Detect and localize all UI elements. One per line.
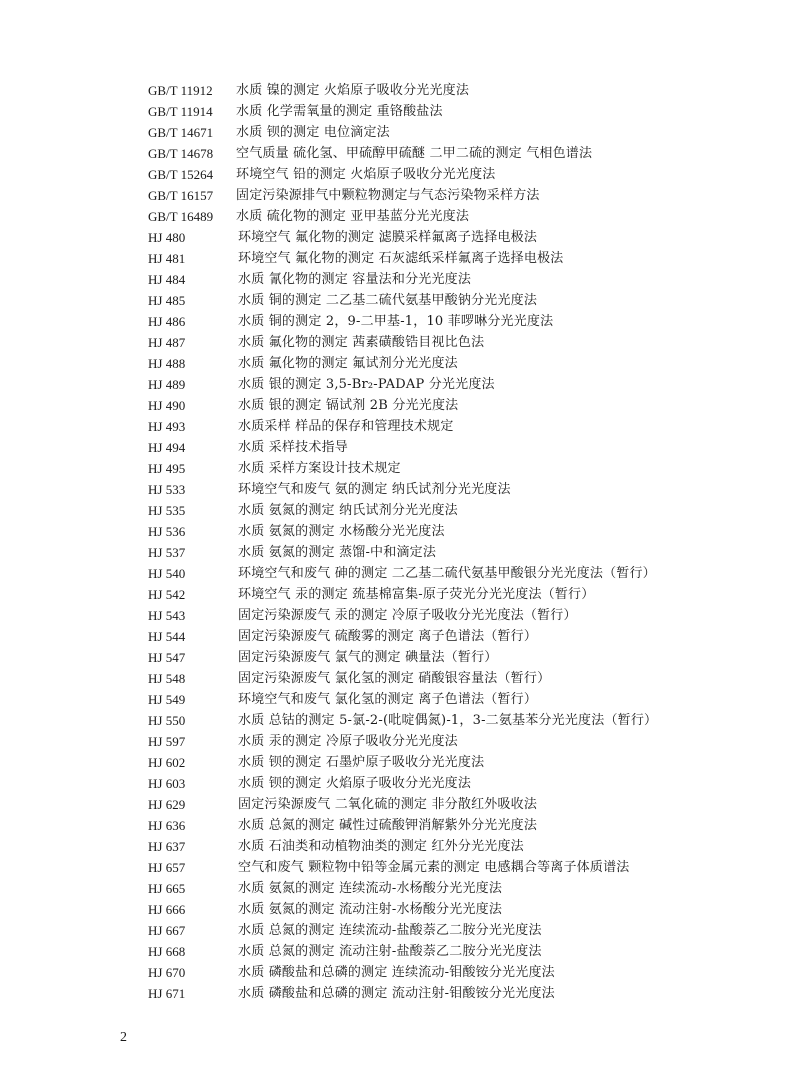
standard-row bbox=[148, 542, 748, 563]
page-number: 2 bbox=[120, 1030, 127, 1045]
standard-title: 固定污染源废气 氯化氢的测定 硝酸银容量法（暂行） bbox=[238, 671, 551, 686]
standard-row bbox=[148, 983, 748, 1004]
standard-row bbox=[148, 500, 748, 521]
standard-title: 水质 银的测定 镉试剂 2B 分光光度法 bbox=[238, 398, 459, 413]
standard-row bbox=[148, 248, 748, 269]
standard-row bbox=[148, 794, 748, 815]
standard-code: HJ 668 bbox=[148, 944, 186, 959]
standard-row bbox=[148, 752, 748, 773]
standard-row bbox=[148, 626, 748, 647]
standard-row bbox=[148, 941, 748, 962]
standard-title: 水质 钡的测定 火焰原子吸收分光光度法 bbox=[238, 776, 472, 791]
standard-title: 水质 氰化物的测定 容量法和分光光度法 bbox=[238, 272, 472, 287]
standard-code: HJ 666 bbox=[148, 902, 186, 917]
standard-code: HJ 535 bbox=[148, 503, 186, 518]
standard-title: 水质 石油类和动植物油类的测定 红外分光光度法 bbox=[238, 839, 524, 854]
standard-code: HJ 636 bbox=[148, 818, 186, 833]
standard-code: GB/T 15264 bbox=[148, 167, 214, 182]
standard-title: 水质 采样方案设计技术规定 bbox=[238, 461, 401, 476]
standard-row bbox=[148, 269, 748, 290]
standard-title: 水质 磷酸盐和总磷的测定 连续流动-钼酸铵分光光度法 bbox=[238, 965, 555, 980]
standard-code: HJ 667 bbox=[148, 923, 186, 938]
standard-row bbox=[148, 101, 748, 122]
standard-row bbox=[148, 605, 748, 626]
standard-title: 水质 采样技术指导 bbox=[238, 440, 348, 455]
standard-code: HJ 657 bbox=[148, 860, 186, 875]
standard-code: HJ 665 bbox=[148, 881, 186, 896]
standard-row bbox=[148, 689, 748, 710]
standard-code: HJ 671 bbox=[148, 986, 186, 1001]
standard-title: 固定污染源排气中颗粒物测定与气态污染物采样方法 bbox=[236, 188, 540, 203]
standard-row bbox=[148, 899, 748, 920]
standard-code: HJ 547 bbox=[148, 650, 186, 665]
standard-row bbox=[148, 80, 748, 101]
standard-row bbox=[148, 164, 748, 185]
standard-code: HJ 543 bbox=[148, 608, 186, 623]
standard-row bbox=[148, 332, 748, 353]
standard-code: HJ 602 bbox=[148, 755, 186, 770]
standard-title: 水质 总钴的测定 5-氯-2-(吡啶偶氮)-1，3-二氨基苯分光光度法（暂行） bbox=[238, 713, 658, 728]
standard-row bbox=[148, 563, 748, 584]
standard-title: 水质 银的测定 3,5-Br₂-PADAP 分光光度法 bbox=[238, 377, 495, 392]
standard-title: 环境空气 氟化物的测定 石灰滤纸采样氟离子选择电极法 bbox=[238, 251, 564, 266]
standard-row bbox=[148, 857, 748, 878]
standard-code: GB/T 16157 bbox=[148, 188, 214, 203]
standard-code: HJ 493 bbox=[148, 419, 186, 434]
standard-row bbox=[148, 815, 748, 836]
standard-code: HJ 597 bbox=[148, 734, 186, 749]
standard-code: HJ 486 bbox=[148, 314, 186, 329]
standard-code: HJ 487 bbox=[148, 335, 186, 350]
standard-row bbox=[148, 584, 748, 605]
standard-row bbox=[148, 185, 748, 206]
standard-title: 环境空气 氟化物的测定 滤膜采样氟离子选择电极法 bbox=[238, 230, 538, 245]
standard-row bbox=[148, 647, 748, 668]
standard-row bbox=[148, 836, 748, 857]
standard-code: HJ 550 bbox=[148, 713, 186, 728]
standard-row bbox=[148, 458, 748, 479]
standard-code: GB/T 14671 bbox=[148, 125, 214, 140]
standard-title: 固定污染源废气 汞的测定 冷原子吸收分光光度法（暂行） bbox=[238, 608, 577, 623]
standard-row bbox=[148, 878, 748, 899]
standard-title: 水质 钡的测定 电位滴定法 bbox=[236, 125, 390, 140]
standard-code: HJ 533 bbox=[148, 482, 186, 497]
standard-row bbox=[148, 143, 748, 164]
standard-code: HJ 540 bbox=[148, 566, 186, 581]
standard-code: HJ 542 bbox=[148, 587, 186, 602]
standard-title: 水质 氨氮的测定 连续流动-水杨酸分光光度法 bbox=[238, 881, 503, 896]
standard-title: 空气质量 硫化氢、甲硫醇甲硫醚 二甲二硫的测定 气相色谱法 bbox=[236, 146, 593, 161]
standard-title: 环境空气和废气 氨的测定 纳氏试剂分光光度法 bbox=[238, 482, 511, 497]
standard-row bbox=[148, 395, 748, 416]
standard-title: 固定污染源废气 硫酸雾的测定 离子色谱法（暂行） bbox=[238, 629, 538, 644]
standard-title: 环境空气 汞的测定 巯基棉富集-原子荧光分光光度法（暂行） bbox=[238, 587, 595, 602]
standard-title: 水质 硫化物的测定 亚甲基蓝分光光度法 bbox=[236, 209, 470, 224]
standard-code: HJ 495 bbox=[148, 461, 186, 476]
standard-title: 水质 氟化物的测定 氟试剂分光光度法 bbox=[238, 356, 458, 371]
standard-title: 水质 总氮的测定 流动注射-盐酸萘乙二胺分光光度法 bbox=[238, 944, 542, 959]
standard-title: 水质 氟化物的测定 茜素磺酸锆目视比色法 bbox=[238, 335, 485, 350]
standard-code: HJ 548 bbox=[148, 671, 186, 686]
standard-row bbox=[148, 962, 748, 983]
standard-title: 水质 化学需氧量的测定 重铬酸盐法 bbox=[236, 104, 443, 119]
standard-title: 水质 总氮的测定 碱性过硫酸钾消解紫外分光光度法 bbox=[238, 818, 538, 833]
standard-row bbox=[148, 521, 748, 542]
standard-row bbox=[148, 353, 748, 374]
standard-title: 水质 氨氮的测定 流动注射-水杨酸分光光度法 bbox=[238, 902, 503, 917]
standard-row bbox=[148, 227, 748, 248]
standard-title: 水质 氨氮的测定 蒸馏-中和滴定法 bbox=[238, 545, 437, 560]
standard-row bbox=[148, 311, 748, 332]
standard-row bbox=[148, 920, 748, 941]
standard-code: GB/T 11912 bbox=[148, 83, 213, 98]
standard-code: HJ 603 bbox=[148, 776, 186, 791]
standard-code: HJ 549 bbox=[148, 692, 186, 707]
standard-row bbox=[148, 290, 748, 311]
standard-title: 水质 氨氮的测定 水杨酸分光光度法 bbox=[238, 524, 445, 539]
standard-code: HJ 480 bbox=[148, 230, 186, 245]
standards-list bbox=[148, 80, 748, 1004]
standard-code: HJ 484 bbox=[148, 272, 186, 287]
standard-row bbox=[148, 122, 748, 143]
standard-row bbox=[148, 374, 748, 395]
standard-code: HJ 485 bbox=[148, 293, 186, 308]
standard-row bbox=[148, 206, 748, 227]
standard-title: 环境空气 铅的测定 火焰原子吸收分光光度法 bbox=[236, 167, 496, 182]
standard-title: 水质 磷酸盐和总磷的测定 流动注射-钼酸铵分光光度法 bbox=[238, 986, 555, 1001]
standard-title: 环境空气和废气 砷的测定 二乙基二硫代氨基甲酸银分光光度法（暂行） bbox=[238, 566, 656, 581]
standard-code: HJ 536 bbox=[148, 524, 186, 539]
standard-code: HJ 489 bbox=[148, 377, 186, 392]
standard-title: 水质 汞的测定 冷原子吸收分光光度法 bbox=[238, 734, 458, 749]
standard-title: 水质 氨氮的测定 纳氏试剂分光光度法 bbox=[238, 503, 458, 518]
standard-title: 水质 铜的测定 二乙基二硫代氨基甲酸钠分光光度法 bbox=[238, 293, 538, 308]
standard-code: HJ 670 bbox=[148, 965, 186, 980]
standard-title: 水质 钡的测定 石墨炉原子吸收分光光度法 bbox=[238, 755, 485, 770]
standard-code: GB/T 11914 bbox=[148, 104, 213, 119]
standard-row bbox=[148, 710, 748, 731]
standard-code: GB/T 14678 bbox=[148, 146, 214, 161]
standard-row bbox=[148, 416, 748, 437]
standard-title: 水质采样 样品的保存和管理技术规定 bbox=[238, 419, 454, 434]
standard-code: HJ 488 bbox=[148, 356, 186, 371]
standard-title: 空气和废气 颗粒物中铅等金属元素的测定 电感耦合等离子体质谱法 bbox=[238, 860, 630, 875]
standard-title: 水质 镍的测定 火焰原子吸收分光光度法 bbox=[236, 83, 470, 98]
standard-row bbox=[148, 437, 748, 458]
standard-title: 水质 铜的测定 2，9-二甲基-1，10 菲啰啉分光光度法 bbox=[238, 314, 554, 329]
standard-code: HJ 537 bbox=[148, 545, 186, 560]
standard-title: 水质 总氮的测定 连续流动-盐酸萘乙二胺分光光度法 bbox=[238, 923, 542, 938]
standard-code: HJ 490 bbox=[148, 398, 186, 413]
standard-row bbox=[148, 773, 748, 794]
standard-row bbox=[148, 668, 748, 689]
standard-row bbox=[148, 479, 748, 500]
standard-code: GB/T 16489 bbox=[148, 209, 214, 224]
standard-title: 环境空气和废气 氯化氢的测定 离子色谱法（暂行） bbox=[238, 692, 538, 707]
standard-code: HJ 629 bbox=[148, 797, 186, 812]
standard-code: HJ 481 bbox=[148, 251, 186, 266]
standard-code: HJ 544 bbox=[148, 629, 186, 644]
standard-row bbox=[148, 731, 748, 752]
standard-code: HJ 637 bbox=[148, 839, 186, 854]
standard-title: 固定污染源废气 二氧化硫的测定 非分散红外吸收法 bbox=[238, 797, 538, 812]
standard-code: HJ 494 bbox=[148, 440, 186, 455]
standard-title: 固定污染源废气 氯气的测定 碘量法（暂行） bbox=[238, 650, 498, 665]
